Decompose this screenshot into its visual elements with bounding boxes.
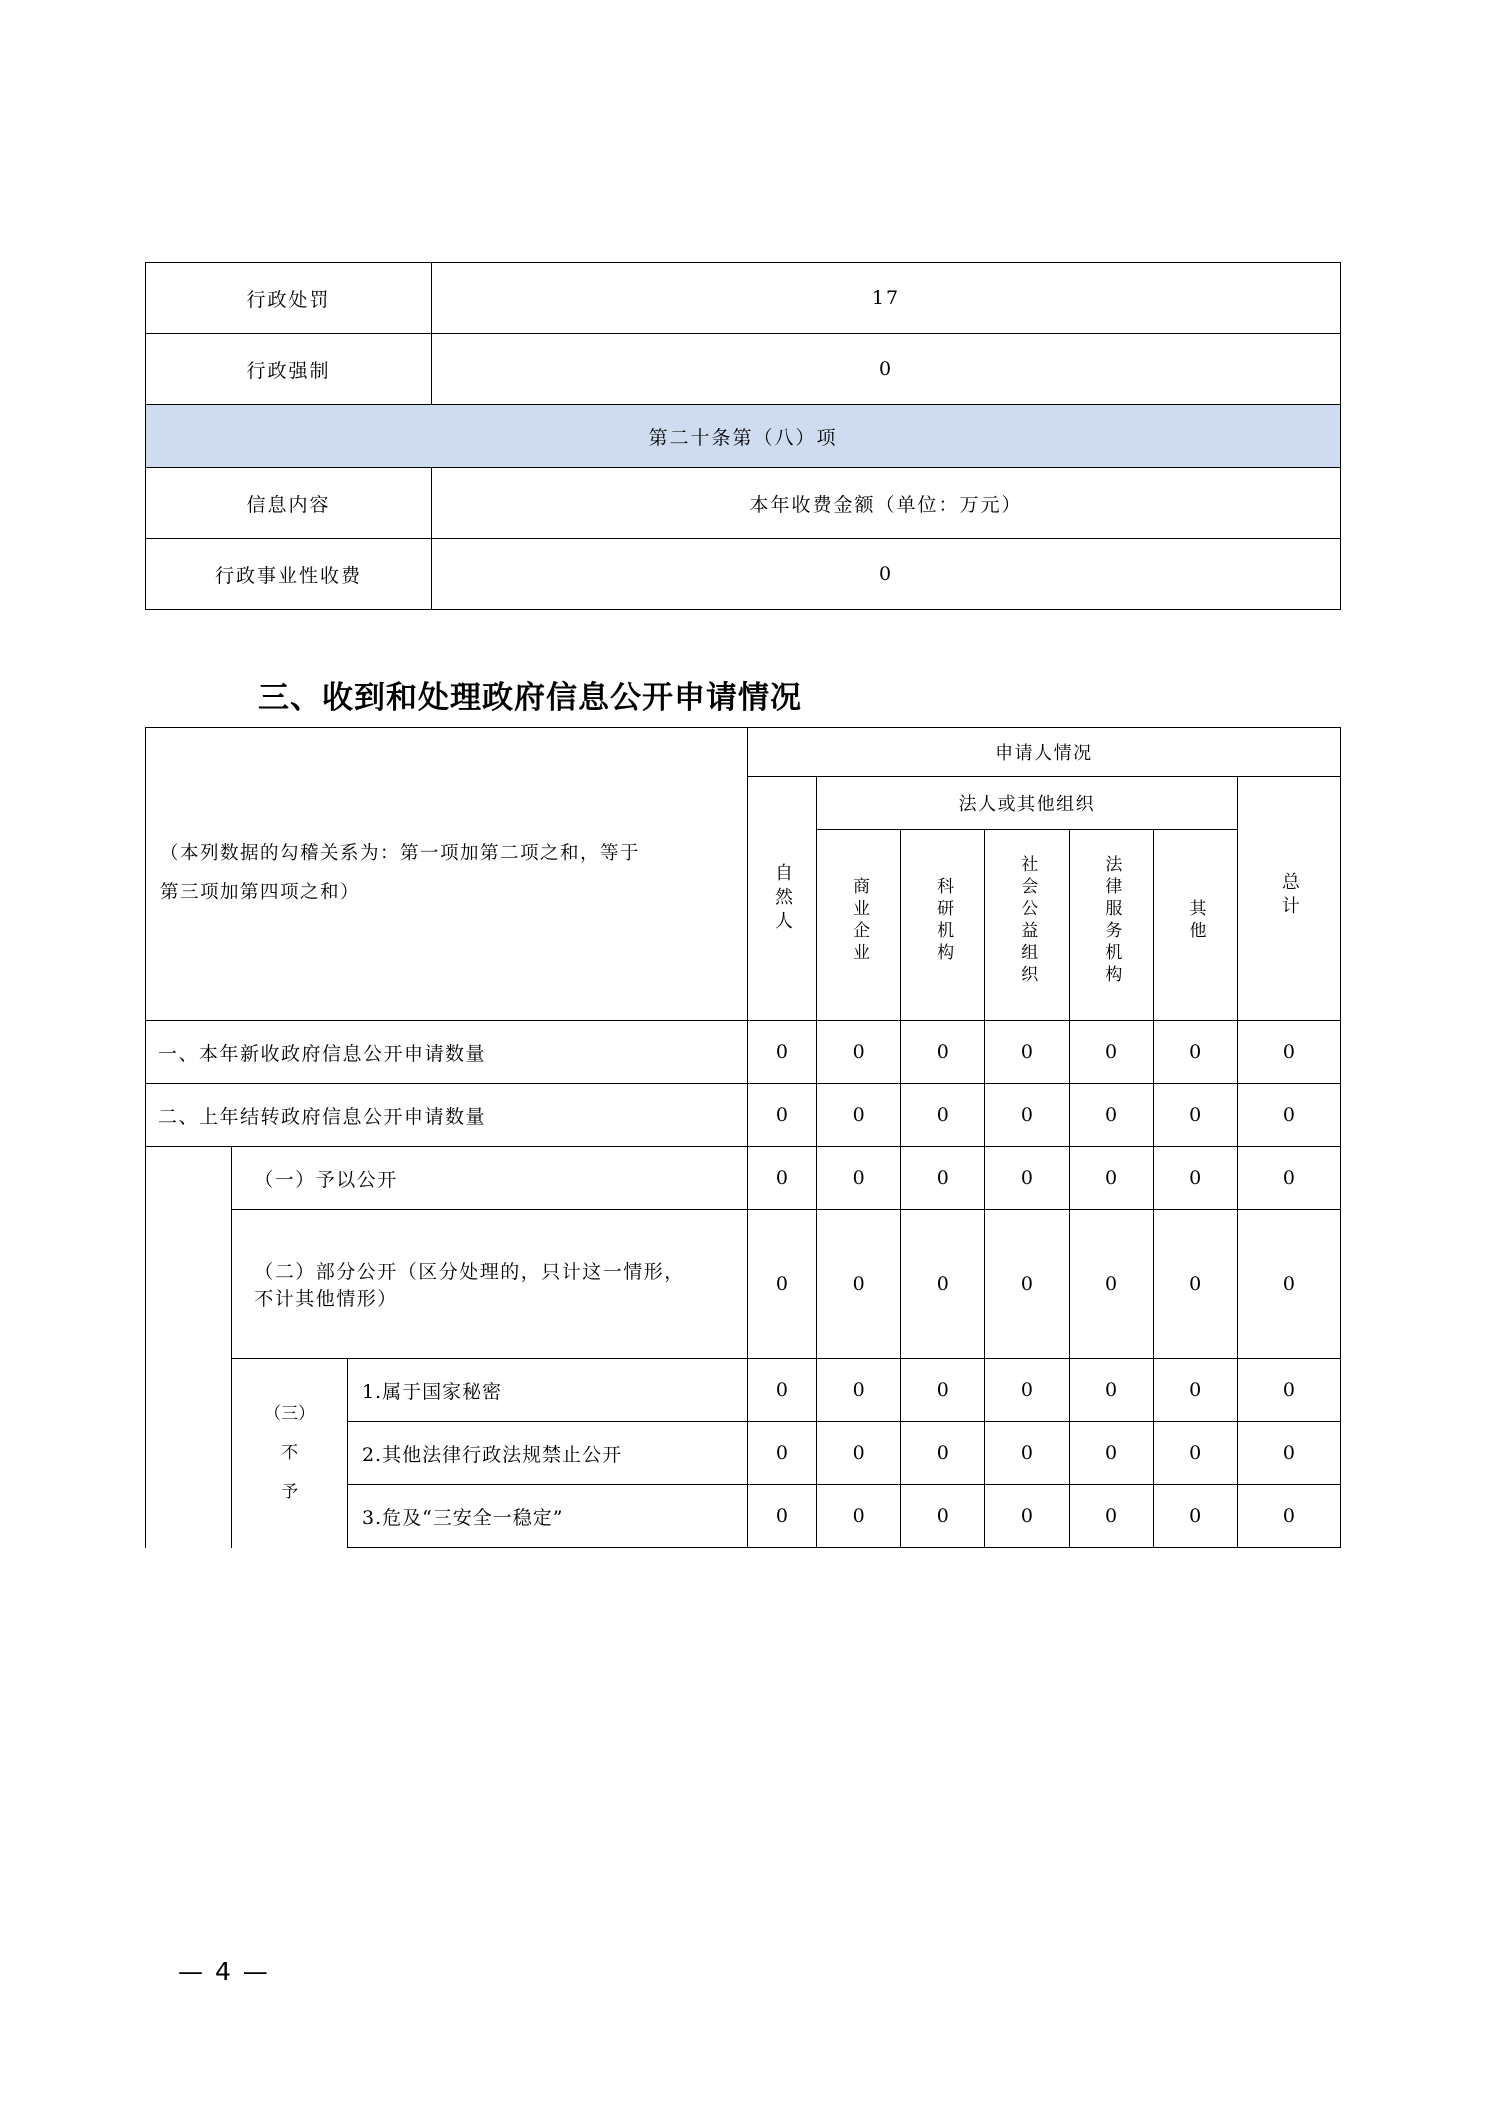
cell-value: 0 <box>901 1422 985 1485</box>
col-header-other: 其他 <box>1153 830 1237 1021</box>
table-row <box>146 1147 1341 1210</box>
row-value: 0 <box>432 334 1341 405</box>
table-row <box>146 539 1341 610</box>
table-row <box>146 334 1341 405</box>
note-line-1: （本列数据的勾稽关系为：第一项加第二项之和，等于 <box>160 843 641 865</box>
cell-value: 0 <box>1237 1210 1340 1359</box>
row-value: 本年收费金额（单位：万元） <box>432 468 1341 539</box>
group-label-not-disclosed <box>232 1359 348 1548</box>
cell-value: 0 <box>985 1485 1069 1548</box>
note-line-2: 第三项加第四项之和） <box>160 882 361 903</box>
cell-value: 0 <box>1153 1422 1237 1485</box>
section-heading: 三、收到和处理政府信息公开申请情况 <box>258 680 802 716</box>
cell-value: 0 <box>901 1485 985 1548</box>
group-label-part-2: 不 <box>281 1442 299 1463</box>
row-label-disclosed: （一）予以公开 <box>232 1147 747 1210</box>
cell-value: 0 <box>1153 1485 1237 1548</box>
cell-value: 0 <box>1237 1422 1340 1485</box>
fees-table <box>145 262 1341 610</box>
cell-value: 0 <box>817 1021 901 1084</box>
table-row <box>146 1084 1341 1147</box>
table-row <box>146 1021 1341 1084</box>
cell-value: 0 <box>817 1359 901 1422</box>
cell-value: 0 <box>1069 1021 1153 1084</box>
cell-value: 0 <box>985 1147 1069 1210</box>
cell-value: 0 <box>985 1210 1069 1359</box>
cell-value: 0 <box>817 1084 901 1147</box>
cell-value: 0 <box>747 1021 816 1084</box>
table-row <box>146 468 1341 539</box>
cell-value: 0 <box>1153 1084 1237 1147</box>
row-label-state-secret: 1.属于国家秘密 <box>347 1359 747 1422</box>
col-header-commercial: 商业企业 <box>817 830 901 1021</box>
cell-value: 0 <box>747 1359 816 1422</box>
col-header-natural-person: 自然人 <box>747 777 816 1021</box>
cell-value: 0 <box>1153 1147 1237 1210</box>
row-label: 行政强制 <box>146 334 432 405</box>
cell-value: 0 <box>1069 1422 1153 1485</box>
note-cell <box>146 728 748 1021</box>
row-label: 信息内容 <box>146 468 432 539</box>
row-label-line-2: 不计其他情形） <box>254 1288 398 1310</box>
group-label-part-3: 予 <box>281 1481 299 1502</box>
row-label: 行政处罚 <box>146 263 432 334</box>
table-section-row <box>146 405 1341 468</box>
cell-value: 0 <box>1069 1084 1153 1147</box>
row-label-new-applications: 一、本年新收政府信息公开申请数量 <box>146 1021 748 1084</box>
cell-value: 0 <box>901 1147 985 1210</box>
cell-value: 0 <box>985 1359 1069 1422</box>
section-title: 第二十条第（八）项 <box>146 405 1341 468</box>
cell-value: 0 <box>985 1084 1069 1147</box>
group-label-part-1: （三） <box>264 1403 316 1424</box>
cell-value: 0 <box>1237 1359 1340 1422</box>
col-header-public-welfare: 社会公益组织 <box>985 830 1069 1021</box>
cell-value: 0 <box>1153 1359 1237 1422</box>
table-row <box>146 1210 1341 1359</box>
row-label: 行政事业性收费 <box>146 539 432 610</box>
cell-value: 0 <box>1069 1359 1153 1422</box>
cell-value: 0 <box>1237 1485 1340 1548</box>
page-number: — 4 — <box>178 1957 270 1986</box>
cell-value: 0 <box>901 1021 985 1084</box>
row-label-partially-disclosed <box>232 1210 747 1359</box>
cell-value: 0 <box>1153 1210 1237 1359</box>
cell-value: 0 <box>817 1422 901 1485</box>
applicant-group-header: 申请人情况 <box>747 728 1340 777</box>
cell-value: 0 <box>901 1210 985 1359</box>
cell-value: 0 <box>1069 1210 1153 1359</box>
row-label-carried-over: 二、上年结转政府信息公开申请数量 <box>146 1084 748 1147</box>
cell-value: 0 <box>747 1422 816 1485</box>
cell-value: 0 <box>985 1422 1069 1485</box>
cell-value: 0 <box>1237 1021 1340 1084</box>
header-row-applicant <box>146 728 1341 777</box>
cell-value: 0 <box>1069 1147 1153 1210</box>
row-value: 17 <box>432 263 1341 334</box>
table-row <box>146 263 1341 334</box>
row-label-line-1: （二）部分公开（区分处理的，只计这一情形， <box>254 1261 685 1283</box>
cell-value: 0 <box>1237 1147 1340 1210</box>
cell-value: 0 <box>1069 1485 1153 1548</box>
cell-value: 0 <box>747 1147 816 1210</box>
cell-value: 0 <box>1153 1021 1237 1084</box>
table-row <box>146 1359 1341 1422</box>
cell-value: 0 <box>747 1485 816 1548</box>
row-label-law-prohibited: 2.其他法律行政法规禁止公开 <box>347 1422 747 1485</box>
col-header-legal-service: 法律服务机构 <box>1069 830 1153 1021</box>
cell-value: 0 <box>901 1359 985 1422</box>
col-header-total: 总计 <box>1237 777 1340 1021</box>
cell-value: 0 <box>747 1084 816 1147</box>
cell-value: 0 <box>747 1210 816 1359</box>
cell-value: 0 <box>817 1210 901 1359</box>
applications-table <box>145 727 1341 1548</box>
cell-value: 0 <box>985 1021 1069 1084</box>
legal-person-group-header: 法人或其他组织 <box>817 777 1238 830</box>
row-value: 0 <box>432 539 1341 610</box>
group-spacer-cell <box>146 1147 232 1548</box>
col-header-research: 科研机构 <box>901 830 985 1021</box>
cell-value: 0 <box>817 1485 901 1548</box>
cell-value: 0 <box>901 1084 985 1147</box>
row-label-endanger-safety: 3.危及“三安全一稳定” <box>347 1485 747 1548</box>
cell-value: 0 <box>1237 1084 1340 1147</box>
cell-value: 0 <box>817 1147 901 1210</box>
